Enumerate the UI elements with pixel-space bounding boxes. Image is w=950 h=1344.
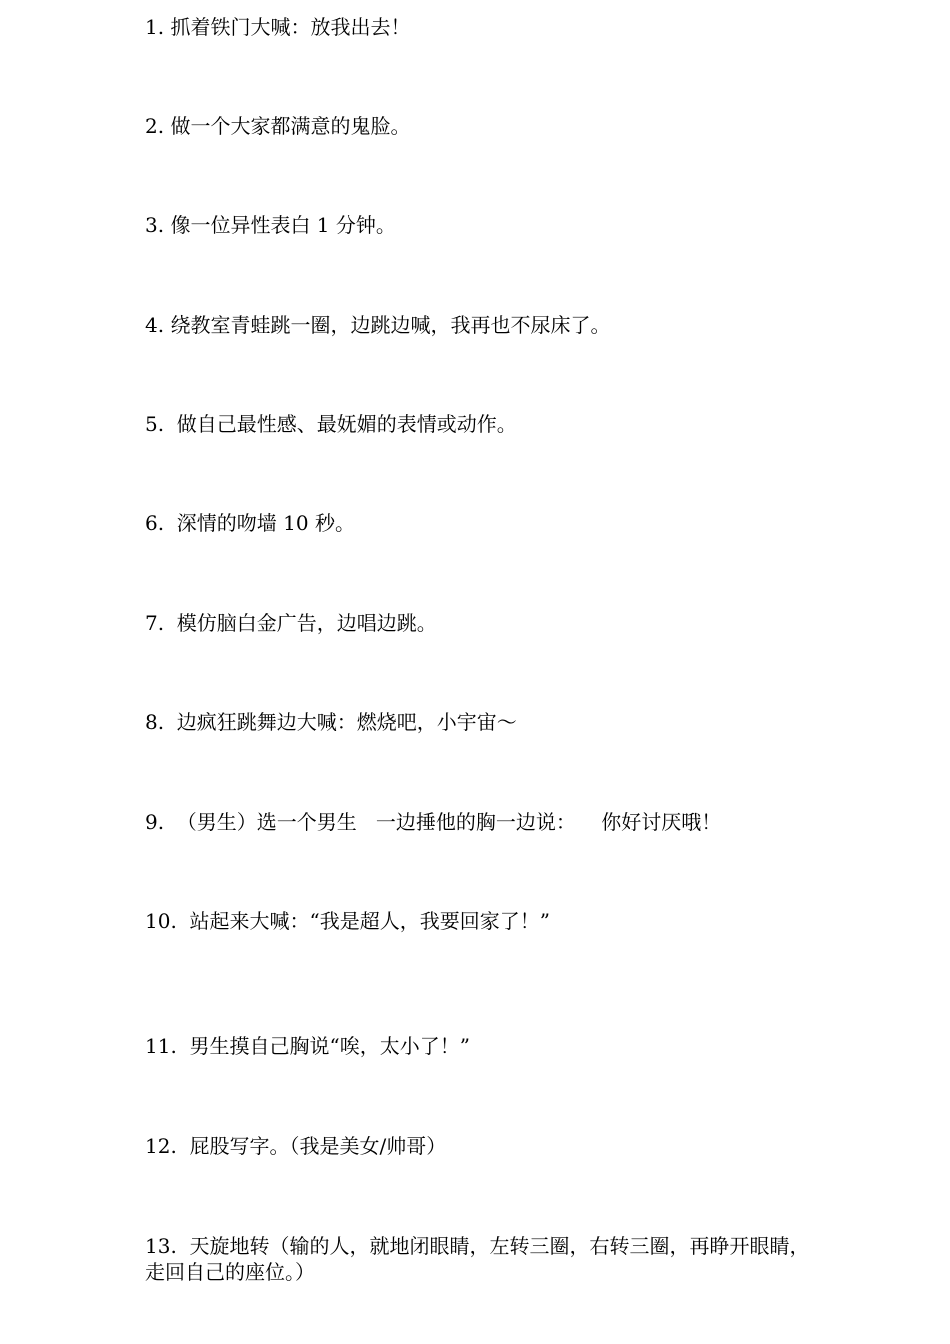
list-item: 4. 绕教室青蛙跳一圈，边跳边喊，我再也不尿床了。 (145, 313, 611, 337)
list-item: 12. 屁股写字。（我是美女/帅哥） (145, 1134, 447, 1158)
list-item: 1. 抓着铁门大喊：放我出去！ (145, 15, 411, 39)
list-item: 6. 深情的吻墙 10 秒。 (145, 511, 355, 535)
list-item: 3. 像一位异性表白 1 分钟。 (145, 213, 396, 237)
list-item: 13. 天旋地转（输的人，就地闭眼睛，左转三圈，右转三圈，再睁开眼睛，走回自己的座位。） (145, 1234, 810, 1284)
list-item: 9. （男生）选一个男生 一边捶他的胸一边说： 你好讨厌哦！ (145, 810, 722, 834)
list-item: 11. 男生摸自己胸说“唉，太小了！” (145, 1034, 470, 1058)
list-item: 8. 边疯狂跳舞边大喊：燃烧吧，小宇宙～ (145, 710, 517, 734)
list-item: 2. 做一个大家都满意的鬼脸。 (145, 114, 411, 138)
list-item: 7. 模仿脑白金广告，边唱边跳。 (145, 611, 437, 635)
list-item: 10. 站起来大喊：“我是超人，我要回家了！” (145, 909, 550, 933)
list-item: 5. 做自己最性感、最妩媚的表情或动作。 (145, 412, 517, 436)
